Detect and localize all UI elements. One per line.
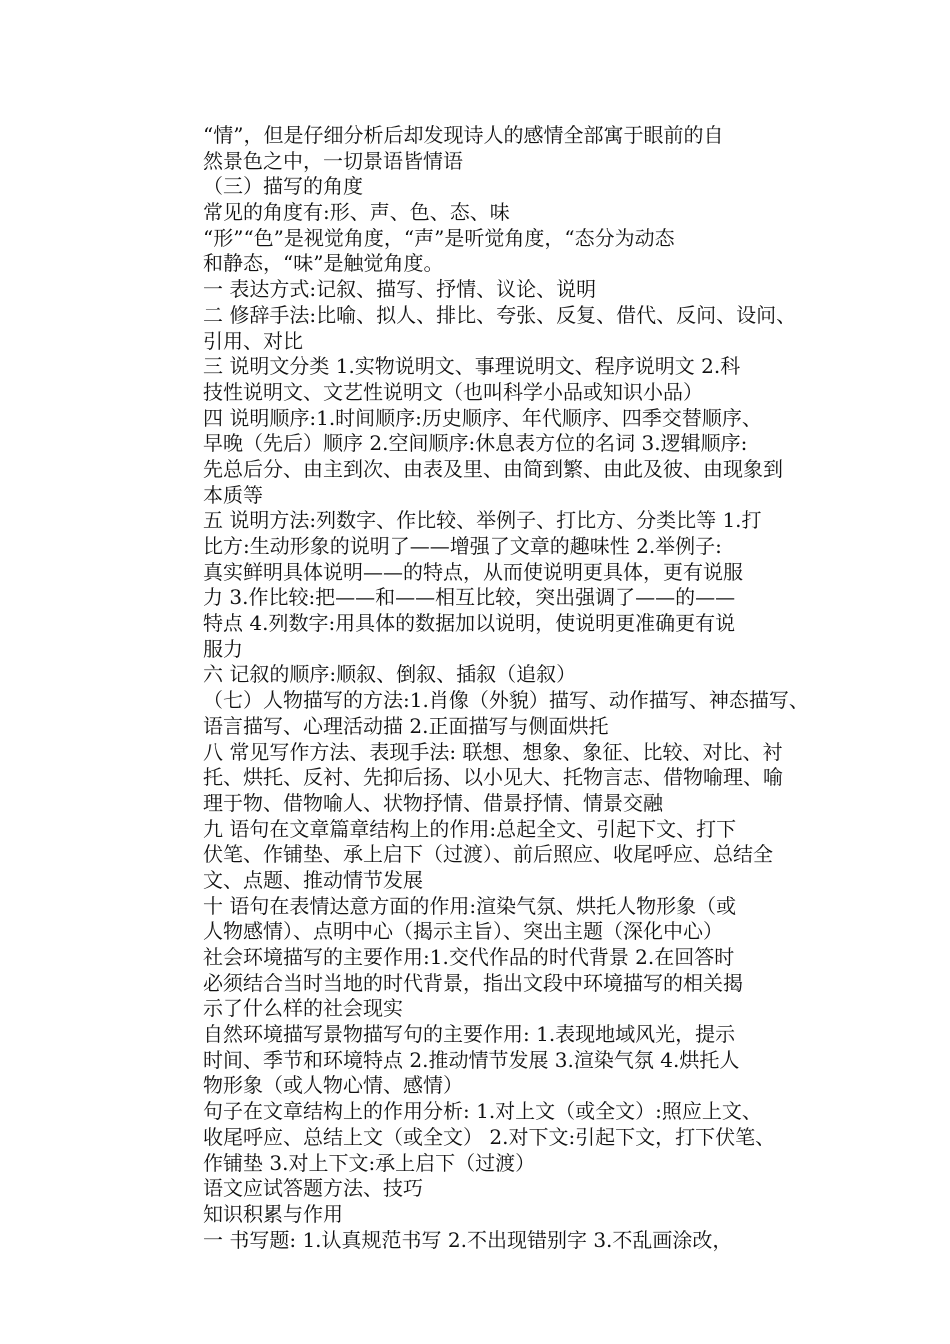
text-line: 力 3.作比较:把——和——相互比较，突出强调了——的—— <box>203 585 736 610</box>
text-line: 三 说明文分类 1.实物说明文、事理说明文、程序说明文 2.科 <box>203 354 741 379</box>
text-line: 物形象（或人物心情、感情） <box>203 1073 463 1098</box>
text-line: 托、烘托、反衬、先抑后扬、以小见大、托物言志、借物喻理、喻 <box>203 765 783 790</box>
text-line: 人物感情）、点明中心（揭示主旨）、突出主题（深化中心） <box>203 919 723 944</box>
text-line: 本质等 <box>203 482 263 507</box>
text-line: 一 书写题: 1.认真规范书写 2.不出现错别字 3.不乱画涂改， <box>203 1227 733 1252</box>
text-line: 社会环境描写的主要作用:1.交代作品的时代背景 2.在回答时 <box>203 945 735 969</box>
text-line: 和静态，“味”是触觉角度。 <box>203 251 444 276</box>
text-line: 六 记叙的顺序:顺叙、倒叙、插叙（追叙） <box>203 662 577 687</box>
section-heading: 知识积累与作用 <box>203 1201 343 1226</box>
text-line: 收尾呼应、总结上文（或全文） 2.对下文:引起下文，打下伏笔、 <box>203 1124 776 1149</box>
text-line: 理于物、借物喻人、状物抒情、借景抒情、情景交融 <box>203 790 663 815</box>
text-line: 比方:生动形象的说明了——增强了文章的趣味性 2.举例子: <box>203 534 722 558</box>
text-line: “情”，但是仔细分析后却发现诗人的感情全部寓于眼前的自 <box>203 123 724 147</box>
text-line: 特点 4.列数字:用具体的数据加以说明，使说明更准确更有说 <box>203 611 736 636</box>
text-line: 先总后分、由主到次、由表及里、由简到繁、由此及彼、由现象到 <box>203 456 783 481</box>
text-line: 然景色之中，一切景语皆情语 <box>203 148 463 173</box>
text-line: 真实鲜明具体说明——的特点，从而使说明更具体，更有说服 <box>203 559 743 584</box>
text-line: 常见的角度有:形、声、色、态、味 <box>203 200 510 225</box>
text-line: 引用、对比 <box>203 328 303 353</box>
text-line: 示了什么样的社会现实 <box>203 996 403 1021</box>
text-line: 技性说明文、文艺性说明文（也叫科学小品或知识小品） <box>203 379 703 404</box>
text-line: 八 常见写作方法、表现手法: 联想、想象、象征、比较、对比、衬 <box>203 739 783 764</box>
text-line: 五 说明方法:列数字、作比较、举例子、打比方、分类比等 1.打 <box>203 508 762 533</box>
document-body <box>203 123 823 1253</box>
text-line: 自然环境描写景物描写句的主要作用: 1.表现地域风光，提示 <box>203 1022 736 1047</box>
text-line: 一 表达方式:记叙、描写、抒情、议论、说明 <box>203 277 597 302</box>
text-line: 语言描写、心理活动描 2.正面描写与侧面烘托 <box>203 713 609 738</box>
text-line: 四 说明顺序:1.时间顺序:历史顺序、年代顺序、四季交替顺序、 <box>203 405 762 430</box>
text-line: 必须结合当时当地的时代背景，指出文段中环境描写的相关揭 <box>203 970 743 995</box>
section-heading: （三）描写的角度 <box>203 174 363 199</box>
text-line: “形”“色”是视觉角度，“声”是听觉角度，“态分为动态 <box>203 225 675 250</box>
text-line: 文、点题、推动情节发展 <box>203 867 423 892</box>
text-line: 十 语句在表情达意方面的作用:渲染气氛、烘托人物形象（或 <box>203 893 737 918</box>
text-line: 早晚（先后）顺序 2.空间顺序:休息表方位的名词 3.逻辑顺序: <box>203 431 748 456</box>
text-line: 句子在文章结构上的作用分析: 1.对上文（或全文）:照应上文、 <box>203 1099 762 1124</box>
text-line: 时间、季节和环境特点 2.推动情节发展 3.渲染气氛 4.烘托人 <box>203 1047 740 1072</box>
text-line: 服力 <box>203 636 243 661</box>
text-line: 伏笔、作铺垫、承上启下（过渡）、前后照应、收尾呼应、总结全 <box>203 842 773 867</box>
text-line: 二 修辞手法:比喻、拟人、排比、夸张、反复、借代、反问、设问、 <box>203 302 797 327</box>
text-line: 作铺垫 3.对上下文:承上启下（过渡） <box>203 1150 536 1175</box>
section-heading: 语文应试答题方法、技巧 <box>203 1176 423 1201</box>
text-line: 九 语句在文章篇章结构上的作用:总起全文、引起下文、打下 <box>203 816 737 841</box>
text-line: （七）人物描写的方法:1.肖像（外貌）描写、动作描写、神态描写、 <box>203 688 809 713</box>
